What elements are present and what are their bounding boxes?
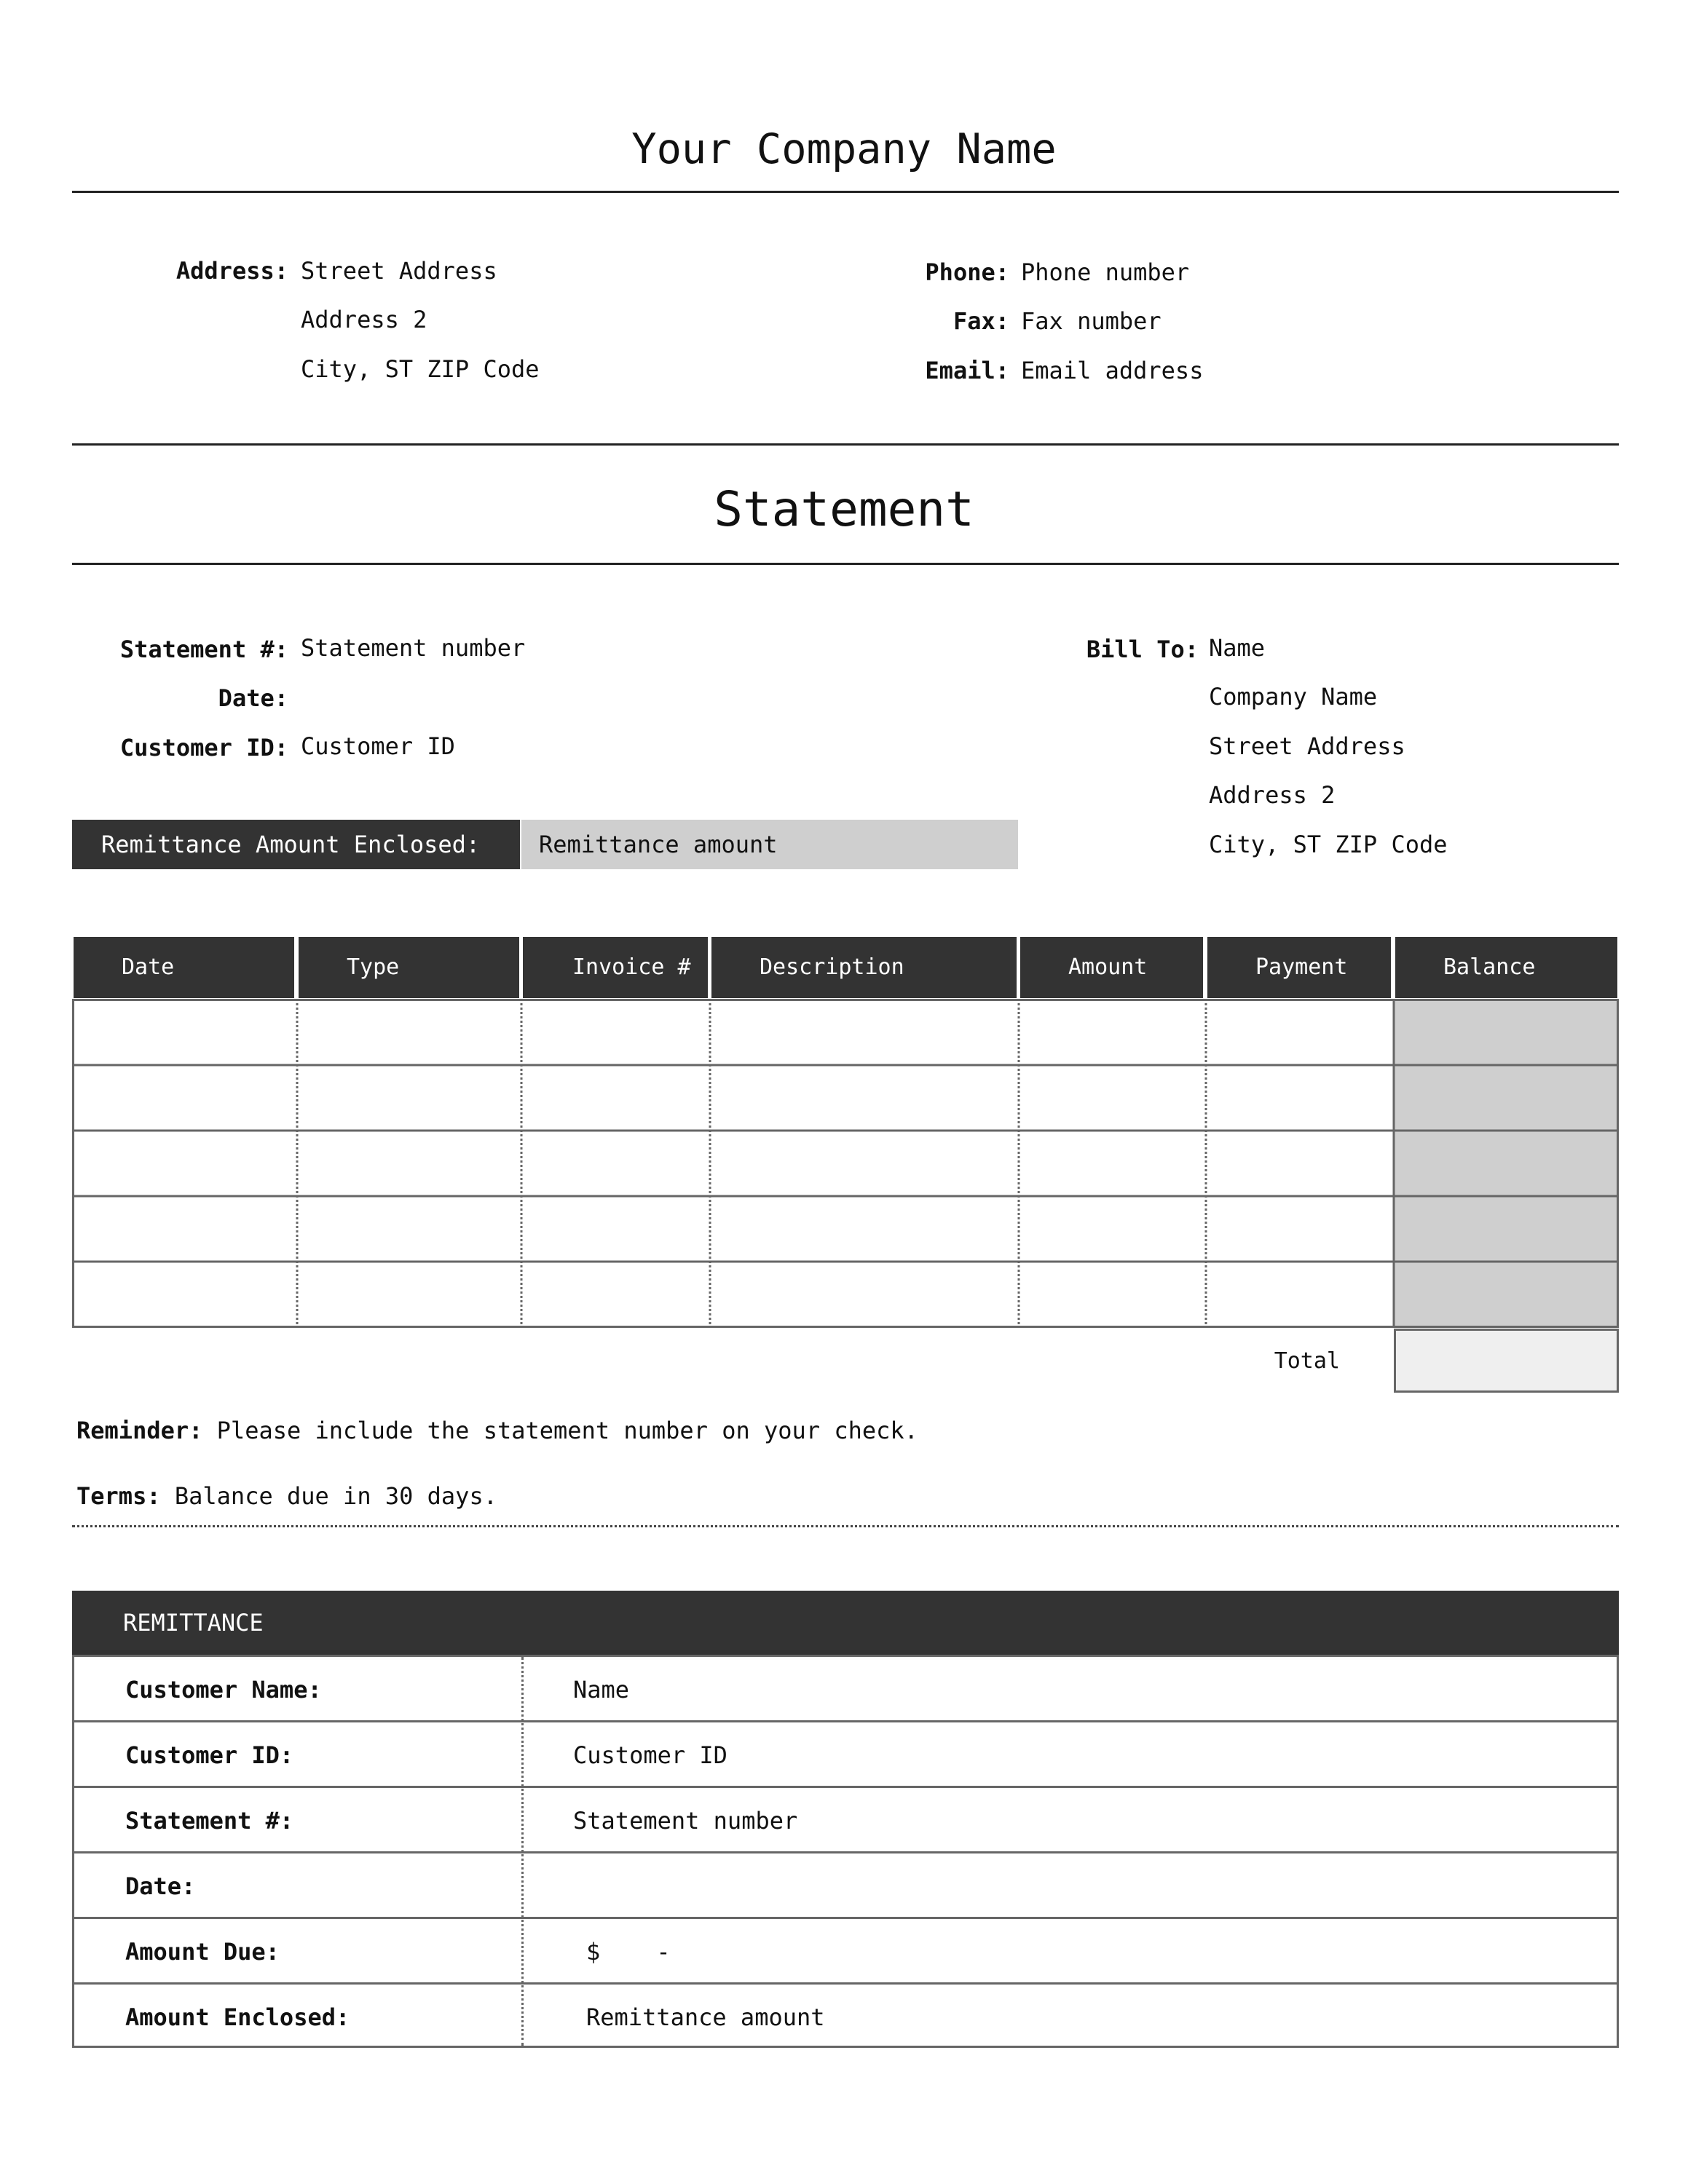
- customer-id-value: Customer ID: [301, 732, 455, 760]
- remit-amount-due-value[interactable]: $ -: [586, 1938, 671, 1966]
- reminder-note: [76, 1416, 918, 1445]
- col-header-date: Date: [74, 937, 294, 998]
- col-header-invoice: Invoice #: [523, 937, 708, 998]
- remit-customer-name-value[interactable]: Name: [573, 1676, 630, 1704]
- reminder-text: Please include the statement number on your check.: [202, 1417, 918, 1444]
- col-header-type: Type: [299, 937, 519, 998]
- bill-to-address-2: Address 2: [1209, 781, 1336, 809]
- address-line-1: Street Address: [301, 257, 497, 285]
- col-header-amount: Amount: [1020, 937, 1203, 998]
- remittance-amount-field[interactable]: Remittance amount: [521, 820, 1018, 869]
- remit-amount-due-label: Amount Due:: [125, 1938, 280, 1966]
- cut-line: [72, 1525, 1619, 1527]
- remit-amount-enclosed-label: Amount Enclosed:: [125, 2003, 350, 2031]
- reminder-label: Reminder:: [76, 1417, 203, 1444]
- email-label: Email:: [925, 357, 1009, 384]
- section-divider-bottom: [72, 563, 1619, 565]
- total-label: Total: [1274, 1348, 1340, 1374]
- col-header-description: Description: [711, 937, 1017, 998]
- address-line-2: Address 2: [301, 306, 427, 333]
- remittance-row-divider: [74, 1786, 1617, 1788]
- address-label: Address:: [175, 257, 288, 285]
- phone-label: Phone:: [925, 258, 1009, 286]
- remit-date-label: Date:: [125, 1872, 196, 1900]
- phone-value: Phone number: [1021, 258, 1190, 286]
- statement-number-label: Statement #:: [119, 636, 288, 663]
- transactions-grid: [72, 999, 1619, 1328]
- remittance-table: [72, 1655, 1619, 2048]
- total-value-box[interactable]: [1394, 1329, 1619, 1393]
- bill-to-name: Name: [1209, 634, 1266, 662]
- remittance-amount-label: Remittance Amount Enclosed:: [72, 820, 520, 869]
- header-divider: [72, 191, 1619, 193]
- section-divider-top: [72, 443, 1619, 446]
- remit-customer-name-label: Customer Name:: [125, 1676, 322, 1704]
- bill-to-street: Street Address: [1209, 732, 1405, 760]
- bill-to-company: Company Name: [1209, 683, 1378, 711]
- col-header-balance: Balance: [1395, 937, 1617, 998]
- col-header-payment: Payment: [1207, 937, 1391, 998]
- bill-to-city: City, ST ZIP Code: [1209, 831, 1448, 858]
- terms-note: [76, 1481, 497, 1511]
- remit-customer-id-label: Customer ID:: [125, 1741, 294, 1769]
- address-line-3: City, ST ZIP Code: [301, 355, 540, 383]
- company-name: Your Company Name: [631, 125, 1057, 173]
- date-label: Date:: [218, 684, 288, 712]
- remit-customer-id-value[interactable]: Customer ID: [573, 1741, 727, 1769]
- remittance-header: REMITTANCE: [72, 1591, 1619, 1655]
- terms-label: Terms:: [76, 1482, 161, 1510]
- bill-to-label: Bill To:: [1086, 636, 1199, 663]
- customer-id-label: Customer ID:: [119, 734, 288, 761]
- remittance-row-divider: [74, 1851, 1617, 1853]
- remit-statement-label: Statement #:: [125, 1807, 294, 1835]
- statement-number-value: Statement number: [301, 634, 526, 662]
- fax-label: Fax:: [953, 307, 1009, 335]
- terms-text: Balance due in 30 days.: [160, 1482, 497, 1510]
- remit-statement-value[interactable]: Statement number: [573, 1807, 798, 1835]
- fax-value: Fax number: [1021, 307, 1162, 335]
- remittance-row-divider: [74, 1917, 1617, 1919]
- statement-title: Statement: [714, 481, 974, 537]
- remit-amount-enclosed-value[interactable]: Remittance amount: [586, 2003, 825, 2031]
- email-value: Email address: [1021, 357, 1204, 384]
